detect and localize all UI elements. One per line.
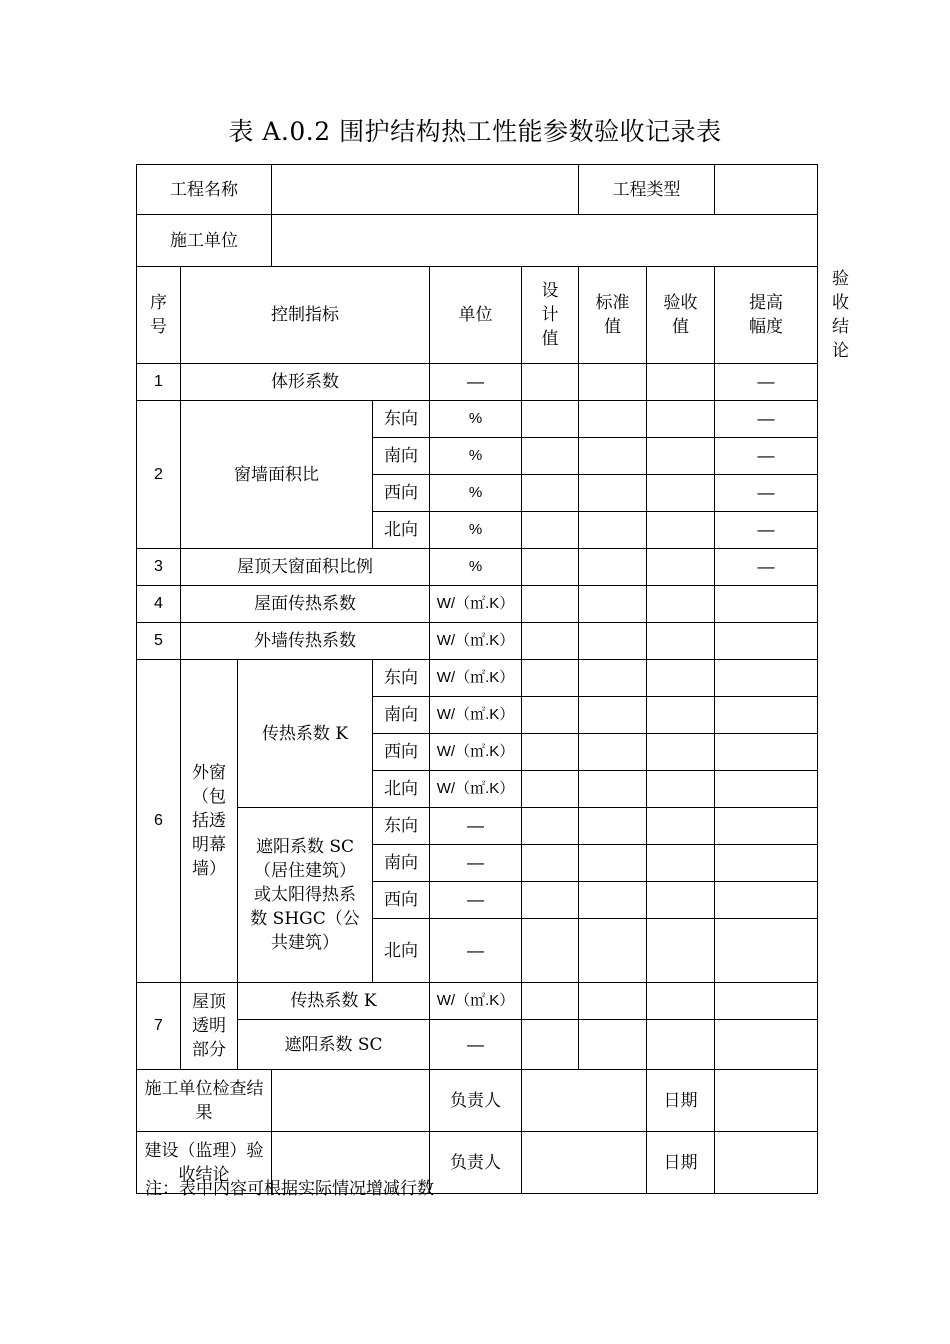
design-cell[interactable] <box>522 919 579 983</box>
table-row <box>137 660 818 697</box>
orientation-label: 东向 <box>373 401 430 438</box>
row-indicator: 遮阳系数 SC（居住建筑）或太阳得热系数 SHGC（公共建筑） <box>238 808 373 983</box>
row-indicator: 窗墙面积比 <box>181 401 373 549</box>
improve-cell: — <box>715 512 818 549</box>
contractor-field[interactable] <box>272 215 818 267</box>
check-result-label: 施工单位检查结果 <box>137 1070 272 1132</box>
row-unit: W/（㎡.K） <box>430 983 522 1020</box>
improve-cell[interactable] <box>715 586 818 623</box>
orientation-label: 北向 <box>373 512 430 549</box>
acceptance-record-table: 工程名称 工程类型 施工单位 序号 控制指标 单位 设计值 标准值 验收值 提高幅度 验收结论 1 体形系数 — — 2 窗墙面积比 东向 % — 南向 % — 西向 % — 北向 % — 3 屋顶天窗面积比例 % — 4 屋面传热系数 W/（㎡.K） 5 外墙传热系数 W/（㎡.K） 6 外窗（包括透明幕墙） 传热系数 K 东向 W/（㎡.K） 南向 W/（㎡.K） 西向 W/（㎡.K） 北向 W/（㎡.K） 遮阳系数 SC（居住建筑）或太阳得热系数 SHGC（公共建筑） 东向 — 南向 — 西向 — 北向 — 7 屋顶透明部分 传热系数 K W/（㎡.K） 遮阳系数 SC — 施工单位检查结果 负责人 日期 建设（监理）验收结论 负责人 日期 <box>136 164 818 1194</box>
accept-cell[interactable] <box>647 1020 715 1070</box>
improve-cell: — <box>715 401 818 438</box>
accept-cell[interactable] <box>647 734 715 771</box>
col-design: 设计值 <box>522 267 579 364</box>
improve-cell[interactable] <box>715 734 818 771</box>
acceptance-conclusion-label: 建设（监理）验收结论 <box>137 1132 272 1194</box>
project-name-field[interactable] <box>272 165 579 215</box>
col-improve: 提高幅度 <box>715 267 818 364</box>
standard-cell[interactable] <box>579 364 647 401</box>
orientation-label: 东向 <box>373 808 430 845</box>
standard-cell[interactable] <box>579 623 647 660</box>
accept-cell[interactable] <box>647 697 715 734</box>
date-label: 日期 <box>647 1132 715 1194</box>
improve-cell: — <box>715 549 818 586</box>
orientation-label: 西向 <box>373 882 430 919</box>
col-indicator: 控制指标 <box>181 267 430 364</box>
standard-cell[interactable] <box>579 983 647 1020</box>
row-seq: 1 <box>137 364 181 401</box>
design-cell[interactable] <box>522 771 579 808</box>
accept-cell[interactable] <box>647 660 715 697</box>
improve-cell[interactable] <box>715 919 818 983</box>
row-indicator: 传热系数 K <box>238 660 373 808</box>
improve-cell: — <box>715 438 818 475</box>
table-row <box>137 586 818 623</box>
accept-cell[interactable] <box>647 919 715 983</box>
person-label: 负责人 <box>430 1070 522 1132</box>
design-cell[interactable] <box>522 549 579 586</box>
design-cell[interactable] <box>522 401 579 438</box>
row-unit: % <box>430 512 522 549</box>
orientation-label: 东向 <box>373 660 430 697</box>
design-cell[interactable] <box>522 808 579 845</box>
design-cell[interactable] <box>522 882 579 919</box>
accept-cell[interactable] <box>647 512 715 549</box>
standard-cell[interactable] <box>579 734 647 771</box>
accept-cell[interactable] <box>647 771 715 808</box>
design-cell[interactable] <box>522 586 579 623</box>
improve-cell[interactable] <box>715 697 818 734</box>
row-unit: — <box>430 882 522 919</box>
accept-cell[interactable] <box>647 549 715 586</box>
accept-cell[interactable] <box>647 586 715 623</box>
standard-cell[interactable] <box>579 919 647 983</box>
accept-cell[interactable] <box>647 475 715 512</box>
standard-cell[interactable] <box>579 660 647 697</box>
row-unit: — <box>430 1020 522 1070</box>
col-standard: 标准值 <box>579 267 647 364</box>
standard-cell[interactable] <box>579 512 647 549</box>
row-indicator: 体形系数 <box>181 364 430 401</box>
col-unit: 单位 <box>430 267 522 364</box>
row-unit: % <box>430 549 522 586</box>
improve-cell[interactable] <box>715 882 818 919</box>
standard-cell[interactable] <box>579 475 647 512</box>
standard-cell[interactable] <box>579 438 647 475</box>
row-unit: % <box>430 475 522 512</box>
row-indicator: 屋面传热系数 <box>181 586 430 623</box>
standard-cell[interactable] <box>579 771 647 808</box>
accept-cell[interactable] <box>647 364 715 401</box>
design-cell[interactable] <box>522 623 579 660</box>
orientation-label: 西向 <box>373 734 430 771</box>
row-indicator: 传热系数 K <box>238 983 430 1020</box>
accept-cell[interactable] <box>647 623 715 660</box>
project-type-label: 工程类型 <box>579 165 715 215</box>
improve-cell[interactable] <box>715 983 818 1020</box>
design-cell[interactable] <box>522 983 579 1020</box>
row-indicator: 屋顶天窗面积比例 <box>181 549 430 586</box>
row-group: 屋顶透明部分 <box>181 983 238 1070</box>
row-seq: 7 <box>137 983 181 1070</box>
improve-cell[interactable] <box>715 771 818 808</box>
row-indicator: 遮阳系数 SC <box>238 1020 430 1070</box>
row-unit: — <box>430 919 522 983</box>
improve-cell[interactable] <box>715 623 818 660</box>
design-cell[interactable] <box>522 1020 579 1070</box>
standard-cell[interactable] <box>579 697 647 734</box>
row-unit: W/（㎡.K） <box>430 660 522 697</box>
standard-cell[interactable] <box>579 1020 647 1070</box>
check-date-field[interactable] <box>715 1070 818 1132</box>
row-group: 外窗（包括透明幕墙） <box>181 660 238 983</box>
col-accept: 验收值 <box>647 267 715 364</box>
table-row <box>137 401 818 438</box>
row-unit: W/（㎡.K） <box>430 623 522 660</box>
standard-cell[interactable] <box>579 882 647 919</box>
table-note: 注：表中内容可根据实际情况增减行数 <box>145 1179 434 1199</box>
improve-cell[interactable] <box>715 808 818 845</box>
standard-cell[interactable] <box>579 586 647 623</box>
improve-cell[interactable] <box>715 660 818 697</box>
person-label: 负责人 <box>430 1132 522 1194</box>
row-seq: 5 <box>137 623 181 660</box>
acceptance-date-field[interactable] <box>715 1132 818 1194</box>
row-indicator: 外墙传热系数 <box>181 623 430 660</box>
project-type-field[interactable] <box>715 165 818 215</box>
row-seq: 2 <box>137 401 181 549</box>
check-person-field[interactable] <box>522 1070 647 1132</box>
design-cell[interactable] <box>522 734 579 771</box>
improve-cell[interactable] <box>715 1020 818 1070</box>
accept-cell[interactable] <box>647 845 715 882</box>
table-row <box>137 549 818 586</box>
design-cell[interactable] <box>522 475 579 512</box>
accept-cell[interactable] <box>647 401 715 438</box>
row-unit: W/（㎡.K） <box>430 734 522 771</box>
design-cell[interactable] <box>522 660 579 697</box>
standard-cell[interactable] <box>579 401 647 438</box>
design-cell[interactable] <box>522 438 579 475</box>
row-seq: 4 <box>137 586 181 623</box>
row-unit: — <box>430 845 522 882</box>
table-row <box>137 983 818 1020</box>
standard-cell[interactable] <box>579 549 647 586</box>
accept-cell[interactable] <box>647 882 715 919</box>
orientation-label: 西向 <box>373 475 430 512</box>
row-seq: 6 <box>137 660 181 983</box>
row-unit: — <box>430 808 522 845</box>
design-cell[interactable] <box>522 697 579 734</box>
design-cell[interactable] <box>522 845 579 882</box>
orientation-label: 南向 <box>373 438 430 475</box>
row-unit: W/（㎡.K） <box>430 771 522 808</box>
improve-cell[interactable] <box>715 845 818 882</box>
row-unit: W/（㎡.K） <box>430 697 522 734</box>
row-unit: — <box>430 364 522 401</box>
improve-cell: — <box>715 475 818 512</box>
table-row <box>137 623 818 660</box>
accept-cell[interactable] <box>647 438 715 475</box>
accept-cell[interactable] <box>647 983 715 1020</box>
improve-cell: — <box>715 364 818 401</box>
orientation-label: 南向 <box>373 845 430 882</box>
design-cell[interactable] <box>522 512 579 549</box>
accept-cell[interactable] <box>647 808 715 845</box>
orientation-label: 北向 <box>373 771 430 808</box>
col-seq: 序号 <box>137 267 181 364</box>
check-result-field[interactable] <box>272 1070 430 1132</box>
project-name-label: 工程名称 <box>137 165 272 215</box>
row-unit: % <box>430 438 522 475</box>
acceptance-person-field[interactable] <box>522 1132 647 1194</box>
orientation-label: 南向 <box>373 697 430 734</box>
page-title: 表 A.0.2 围护结构热工性能参数验收记录表 <box>228 117 722 146</box>
row-unit: W/（㎡.K） <box>430 586 522 623</box>
orientation-label: 北向 <box>373 919 430 983</box>
row-unit: % <box>430 401 522 438</box>
design-cell[interactable] <box>522 364 579 401</box>
contractor-label: 施工单位 <box>137 215 272 267</box>
table-row <box>137 808 818 845</box>
table-row <box>137 364 818 401</box>
table-row <box>137 1020 818 1070</box>
row-seq: 3 <box>137 549 181 586</box>
standard-cell[interactable] <box>579 808 647 845</box>
standard-cell[interactable] <box>579 845 647 882</box>
date-label: 日期 <box>647 1070 715 1132</box>
